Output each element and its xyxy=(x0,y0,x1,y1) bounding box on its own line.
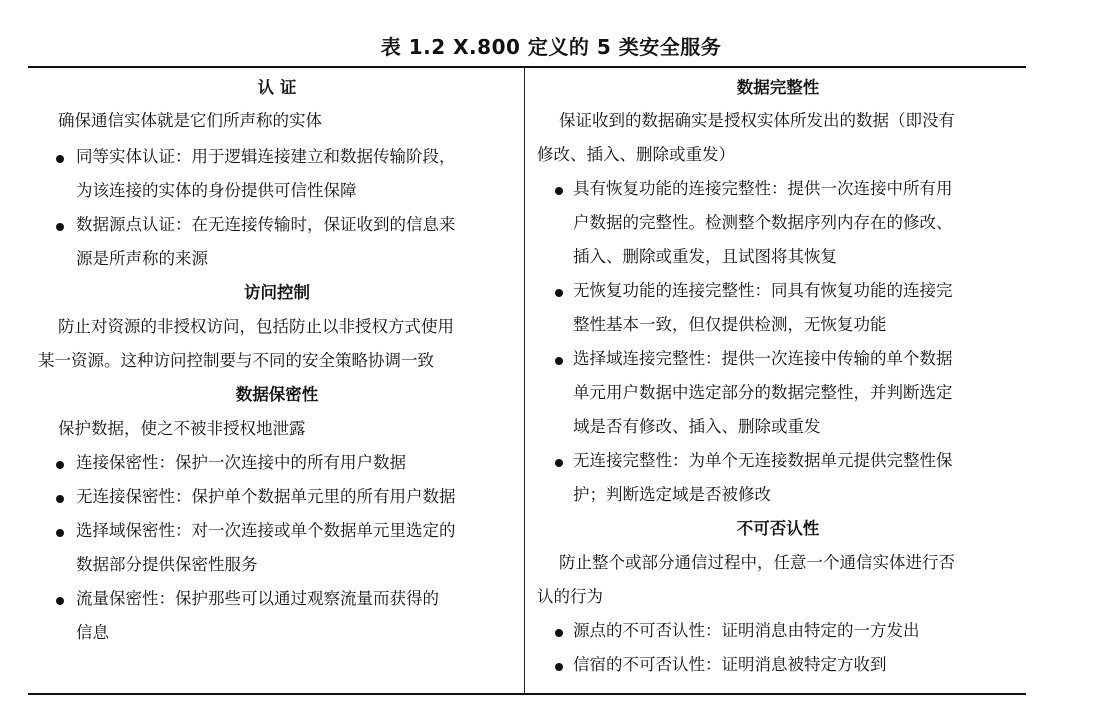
bullet-dot xyxy=(56,529,64,537)
authentication-heading: 认 证 xyxy=(257,78,297,97)
bullet-dot xyxy=(555,357,563,365)
integrity-bullet-3-line-3: 域是否有修改、插入、删除或重发 xyxy=(573,417,821,436)
access-control-heading: 访问控制 xyxy=(244,283,310,302)
bullet-dot xyxy=(555,459,563,467)
bullet-dot xyxy=(56,597,64,605)
authentication-intro: 确保通信实体就是它们所声称的实体 xyxy=(58,111,322,130)
bullet-dot xyxy=(56,461,64,469)
authentication-bullet-2-line-2: 源是所声称的来源 xyxy=(76,249,208,268)
bullet-dot xyxy=(555,187,563,195)
integrity-intro-line-1: 保证收到的数据确实是授权实体所发出的数据（即没有 xyxy=(559,111,955,130)
integrity-bullet-3-line-2: 单元用户数据中选定部分的数据完整性，并判断选定 xyxy=(573,383,953,402)
bullet-dot xyxy=(56,495,64,503)
integrity-intro-line-2: 修改、插入、删除或重发） xyxy=(537,145,735,164)
confidentiality-bullet-1: 连接保密性：保护一次连接中的所有用户数据 xyxy=(76,453,406,472)
confidentiality-bullet-3-line-1: 选择域保密性：对一次连接或单个数据单元里选定的 xyxy=(76,521,456,540)
column-divider xyxy=(524,68,525,693)
access-control-text-line-2: 某一资源。这种访问控制要与不同的安全策略协调一致 xyxy=(38,351,434,370)
integrity-bullet-1-line-3: 插入、删除或重发，且试图将其恢复 xyxy=(573,247,837,266)
top-rule xyxy=(28,66,1026,68)
non-repudiation-heading: 不可否认性 xyxy=(736,519,820,538)
non-repudiation-intro-line-1: 防止整个或部分通信过程中，任意一个通信实体进行否 xyxy=(559,553,955,572)
authentication-bullet-1-line-2: 为该连接的实体的身份提供可信性保障 xyxy=(76,181,357,200)
confidentiality-heading: 数据保密性 xyxy=(235,385,319,404)
integrity-heading: 数据完整性 xyxy=(736,78,820,97)
integrity-bullet-4-line-2: 护；判断选定域是否被修改 xyxy=(573,485,771,504)
bullet-dot xyxy=(56,155,64,163)
table-title: 表 1.2 X.800 定义的 5 类安全服务 xyxy=(380,35,722,59)
integrity-bullet-2-line-2: 整性基本一致，但仅提供检测，无恢复功能 xyxy=(573,315,887,334)
confidentiality-bullet-4-line-1: 流量保密性：保护那些可以通过观察流量而获得的 xyxy=(76,589,439,608)
confidentiality-bullet-4-line-2: 信息 xyxy=(76,623,109,642)
confidentiality-intro: 保护数据，使之不被非授权地泄露 xyxy=(58,419,306,438)
integrity-bullet-3-line-1: 选择域连接完整性：提供一次连接中传输的单个数据 xyxy=(573,349,953,368)
bullet-dot xyxy=(555,629,563,637)
authentication-bullet-2-line-1: 数据源点认证：在无连接传输时，保证收到的信息来 xyxy=(76,215,456,234)
non-repudiation-bullet-2: 信宿的不可否认性：证明消息被特定方收到 xyxy=(573,655,887,674)
bullet-dot xyxy=(56,223,64,231)
non-repudiation-bullet-1: 源点的不可否认性：证明消息由特定的一方发出 xyxy=(573,621,920,640)
non-repudiation-intro-line-2: 认的行为 xyxy=(537,587,603,606)
integrity-bullet-1-line-1: 具有恢复功能的连接完整性：提供一次连接中所有用 xyxy=(573,179,953,198)
integrity-bullet-4-line-1: 无连接完整性：为单个无连接数据单元提供完整性保 xyxy=(573,451,953,470)
integrity-bullet-2-line-1: 无恢复功能的连接完整性：同具有恢复功能的连接完 xyxy=(573,281,953,300)
bottom-rule xyxy=(28,693,1026,695)
confidentiality-bullet-2: 无连接保密性：保护单个数据单元里的所有用户数据 xyxy=(76,487,456,506)
authentication-bullet-1-line-1: 同等实体认证：用于逻辑连接建立和数据传输阶段， xyxy=(76,147,456,166)
bullet-dot xyxy=(555,663,563,671)
confidentiality-bullet-3-line-2: 数据部分提供保密性服务 xyxy=(76,555,258,574)
bullet-dot xyxy=(555,289,563,297)
integrity-bullet-1-line-2: 户数据的完整性。检测整个数据序列内存在的修改、 xyxy=(573,213,953,232)
access-control-text-line-1: 防止对资源的非授权访问，包括防止以非授权方式使用 xyxy=(58,317,454,336)
